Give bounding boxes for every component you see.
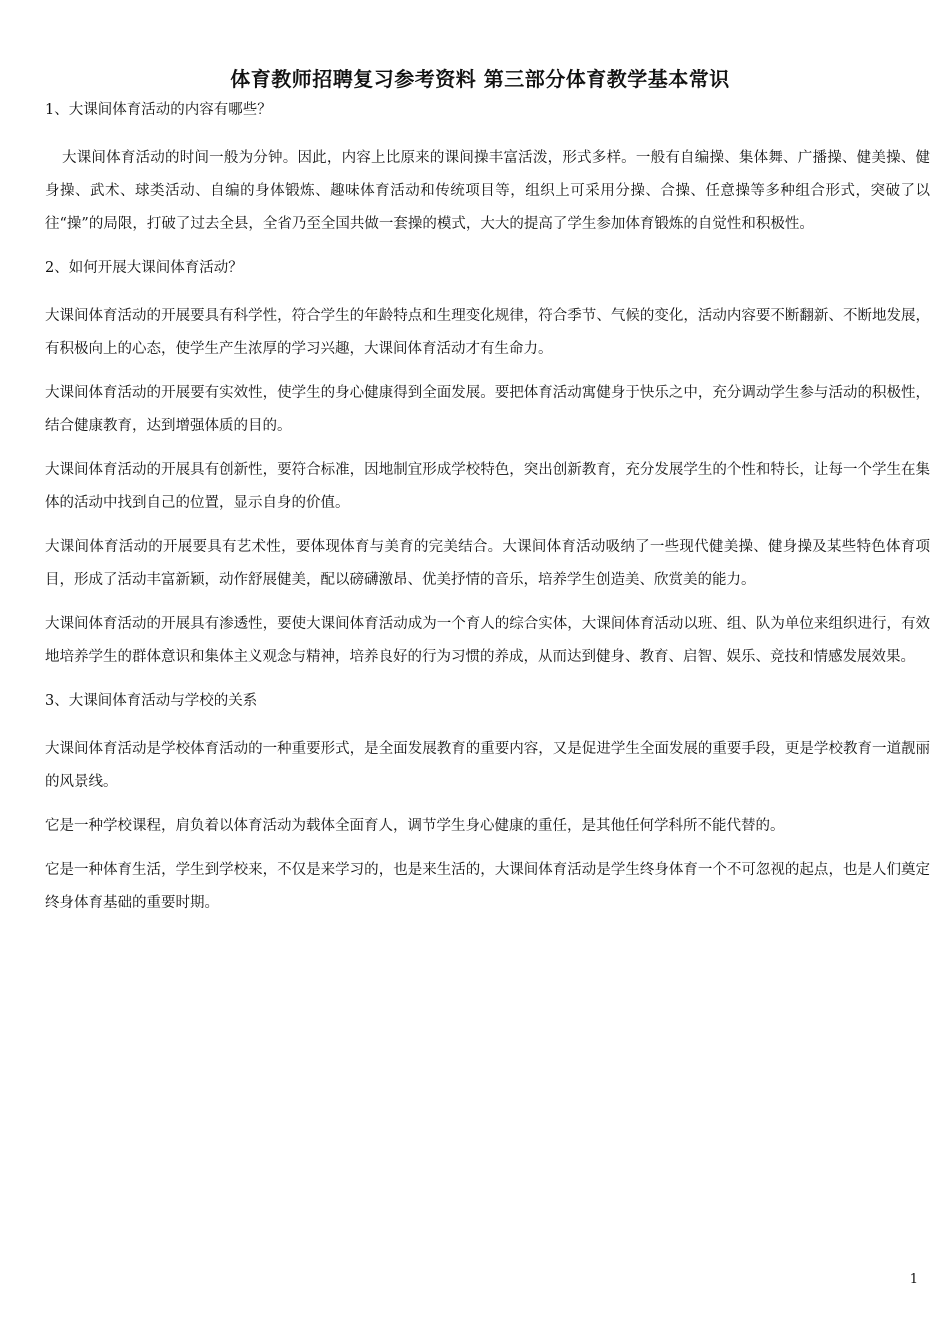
question-2: 2、如何开展大课间体育活动？: [45, 260, 243, 276]
answer-2-paragraph-3: 大课间体育活动的开展具有创新性，要符合标准，因地制宜形成学校特色，突出创新教育，充分发展学生的个性和特长，让每一个学生在集体的活动中找到自己的位置，显示自身的价值。: [45, 462, 930, 511]
page-number: 1: [909, 1272, 918, 1287]
answer-2-paragraph-1: 大课间体育活动的开展要具有科学性，符合学生的年龄特点和生理变化规律，符合季节、气候的变化，活动内容要不断翻新、不断地发展，有积极向上的心态，使学生产生浓厚的学习兴趣，大课间体育活动才有生命力。: [45, 308, 930, 357]
answer-2-paragraph-5: 大课间体育活动的开展具有渗透性，要使大课间体育活动成为一个育人的综合实体，大课间体育活动以班、组、队为单位来组织进行，有效地培养学生的群体意识和集体主义观念与精神，培养良好的行为习惯的养成，从而达到健身、教育、启智、娱乐、竞技和情感发展效果。: [45, 616, 930, 665]
answer-3-paragraph-3: 它是一种体育生活，学生到学校来，不仅是来学习的，也是来生活的，大课间体育活动是学生终身体育一个不可忽视的起点，也是人们奠定终身体育基础的重要时期。: [45, 862, 930, 911]
answer-2-paragraph-4: 大课间体育活动的开展要具有艺术性，要体现体育与美育的完美结合。大课间体育活动吸纳了一些现代健美操、健身操及某些特色体育项目，形成了活动丰富新颖，动作舒展健美，配以磅礴激昂、优美抒情的音乐，培养学生创造美、欣赏美的能力。: [45, 539, 930, 588]
question-1: 1、大课间体育活动的内容有哪些？: [45, 102, 272, 118]
document-title: 体育教师招聘复习参考资料 第三部分体育教学基本常识: [230, 67, 730, 91]
answer-1-paragraph: 大课间体育活动的时间一般为分钟。因此，内容上比原来的课间操丰富活泼，形式多样。一般有自编操、集体舞、广播操、健美操、健身操、武术、球类活动、自编的身体锻炼、趣味体育活动和传统项目等，组织上可采用分操、合操、任意操等多种组合形式，突破了以往“操”的局限，打破了过去全县，全省乃至全国共做一套操的模式，大大的提高了学生参加体育锻炼的自觉性和积极性。: [45, 150, 930, 232]
answer-2-paragraph-2: 大课间体育活动的开展要有实效性，使学生的身心健康得到全面发展。要把体育活动寓健身于快乐之中，充分调动学生参与活动的积极性，结合健康教育，达到增强体质的目的。: [45, 385, 930, 434]
answer-3-paragraph-2: 它是一种学校课程，肩负着以体育活动为载体全面育人，调节学生身心健康的重任，是其他任何学科所不能代替的。: [45, 818, 785, 834]
answer-3-paragraph-1: 大课间体育活动是学校体育活动的一种重要形式，是全面发展教育的重要内容，又是促进学生全面发展的重要手段，更是学校教育一道靓丽的风景线。: [45, 741, 930, 790]
document-body: [45, 94, 930, 931]
question-3: 3、大课间体育活动与学校的关系: [45, 693, 258, 709]
